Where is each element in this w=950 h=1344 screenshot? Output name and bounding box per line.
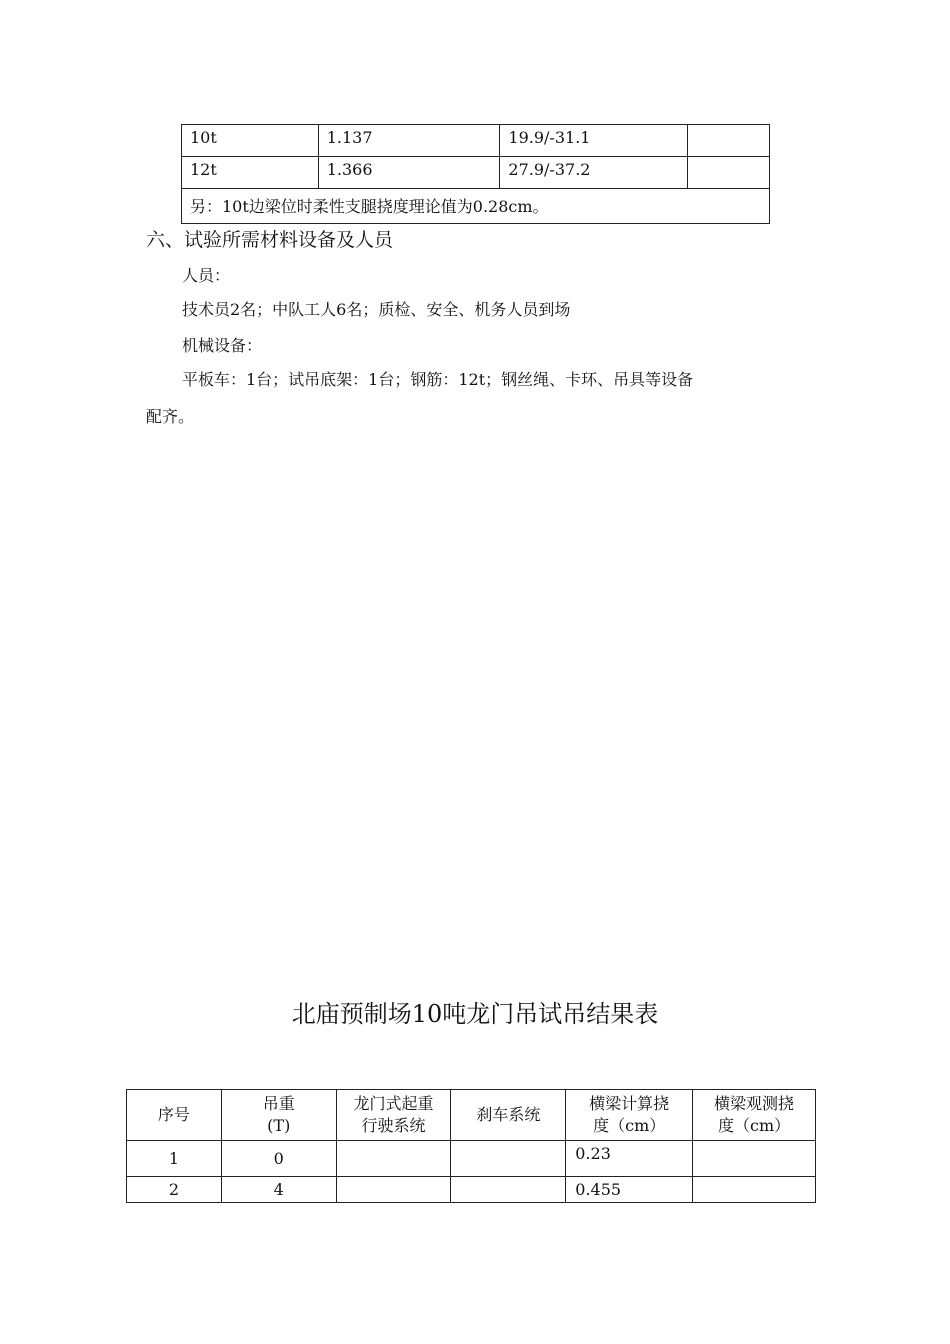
header-text: 龙门式起重 xyxy=(353,1094,434,1113)
table-cell: 0.23 xyxy=(566,1141,693,1177)
table-cell: 1.137 xyxy=(318,125,500,157)
header-cell xyxy=(221,1090,336,1141)
header-text: 度（cm） xyxy=(593,1116,666,1135)
header-text: 横梁观测挠 xyxy=(714,1094,795,1113)
table-cell: 4 xyxy=(221,1177,336,1203)
table-cell xyxy=(451,1141,566,1177)
header-cell xyxy=(566,1090,693,1141)
table-cell xyxy=(693,1141,816,1177)
table-row xyxy=(127,1177,816,1203)
header-text: 刹车系统 xyxy=(476,1105,541,1124)
table-cell: 19.9/-31.1 xyxy=(500,125,688,157)
table-cell: 0 xyxy=(221,1141,336,1177)
header-cell xyxy=(336,1090,451,1141)
deflection-table xyxy=(181,124,770,224)
table-note: 另：10t边梁位时柔性支腿挠度理论值为0.28cm。 xyxy=(182,189,770,224)
header-text: 吊重 xyxy=(262,1094,295,1113)
table-cell: 2 xyxy=(127,1177,222,1203)
header-text: (T) xyxy=(267,1116,291,1135)
table-cell: 0.455 xyxy=(566,1177,693,1203)
table-cell xyxy=(688,157,770,189)
table-cell xyxy=(688,125,770,157)
header-text: 度（cm） xyxy=(717,1116,791,1135)
paragraph-personnel-label: 人员： xyxy=(182,266,231,285)
table-cell xyxy=(693,1177,816,1203)
table-header-row xyxy=(127,1090,816,1141)
header-text: 序号 xyxy=(157,1105,190,1124)
result-table xyxy=(126,1089,816,1203)
paragraph-personnel: 技术员2名；中队工人6名；质检、安全、机务人员到场 xyxy=(182,300,571,319)
paragraph-equipment-line2: 配齐。 xyxy=(146,407,195,426)
header-text: 横梁计算挠 xyxy=(589,1094,670,1113)
table-row xyxy=(182,125,770,157)
table-cell xyxy=(336,1177,451,1203)
table-cell: 10t xyxy=(182,125,319,157)
header-cell xyxy=(693,1090,816,1141)
section-heading: 六、试验所需材料设备及人员 xyxy=(146,229,394,251)
table-row xyxy=(127,1141,816,1177)
table-cell: 27.9/-37.2 xyxy=(500,157,688,189)
paragraph-equipment-line1: 平板车：1台；试吊底架：1台；钢筋：12t；钢丝绳、卡环、吊具等设备 xyxy=(182,370,694,389)
header-cell xyxy=(451,1090,566,1141)
header-cell xyxy=(127,1090,222,1141)
header-text: 行驶系统 xyxy=(361,1116,426,1135)
table-cell: 12t xyxy=(182,157,319,189)
paragraph-equipment-label: 机械设备： xyxy=(182,336,263,355)
table-row xyxy=(182,189,770,224)
result-table-title: 北庙预制场10吨龙门吊试吊结果表 xyxy=(291,1000,659,1028)
table-cell: 1.366 xyxy=(318,157,500,189)
table-row xyxy=(182,157,770,189)
table-cell xyxy=(451,1177,566,1203)
table-cell: 1 xyxy=(127,1141,222,1177)
table-cell xyxy=(336,1141,451,1177)
